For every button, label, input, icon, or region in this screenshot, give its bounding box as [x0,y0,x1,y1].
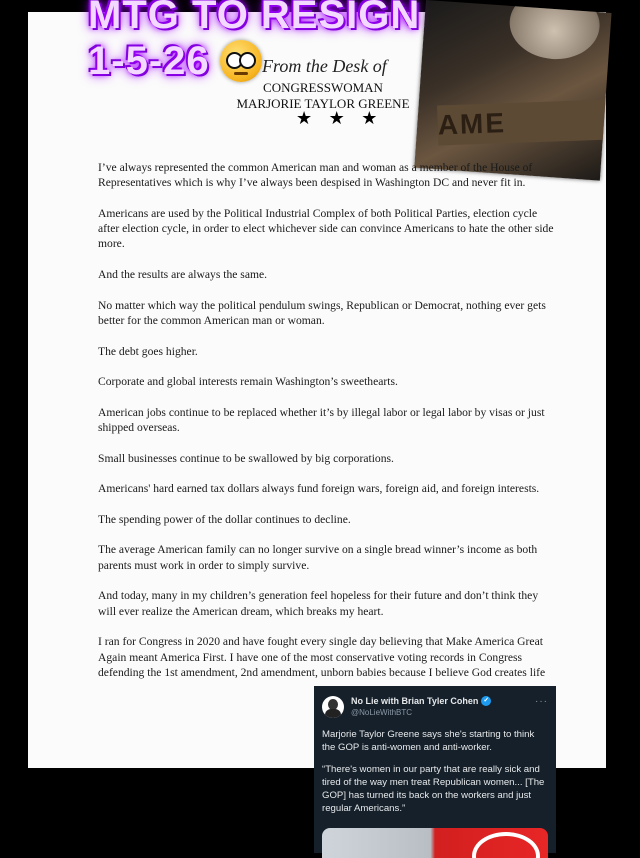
shirt-text: AME [437,99,611,145]
letter-paragraph: The spending power of the dollar continues to decline. [98,512,351,526]
letterhead-title: CONGRESSWOMAN [263,80,383,95]
letter-paragraph: Americans' hard earned tax dollars always fund foreign wars, foreign aid, and foreign interests. [98,482,540,496]
tweet-paragraph: Marjorie Taylor Greene says she's starting to think the GOP is anti-women and anti-worker. [322,729,535,753]
letterhead-from: From the Desk of [262,56,387,76]
letter-body [98,160,554,695]
tweet-card[interactable] [314,686,556,853]
letter-paragraph: Americans are used by the Political Industrial Complex of both Political Parties, election cycle after election cycle, in order to elect whichever side can convince Americans to hate the other side more. [98,206,554,251]
letter-paragraph: Corporate and global interests remain Washington’s sweethearts. [98,375,398,389]
headline-line1: MTG TO RESIGN [88,0,421,37]
letter-paragraph: And today, many in my children’s generation feel hopeless for their future and don’t think they will ever realize the American dream, which breaks my heart. [98,589,539,618]
more-options-icon[interactable]: ··· [535,696,548,707]
letterhead-name: MARJORIE TAYLOR GREENE [236,96,410,111]
disguise-face-emoji-icon [220,40,262,82]
avatar[interactable] [322,696,344,718]
headline-line2: 1-5-26 [88,39,210,83]
tweet-author-name[interactable]: No Lie with Brian Tyler Cohen [351,696,479,706]
tweet-quote: “There's women in our party that are really sick and tired of the way men treat Republican women... [The GOP] has turned its back on the workers and just regular Americans.” [322,764,545,814]
letter-paragraph: Small businesses continue to be swallowed by big corporations. [98,451,394,465]
letter-paragraph: No matter which way the political pendulum swings, Republican or Democrat, nothing ever gets better for the common American man or woman. [98,298,546,327]
speaker-photo [414,0,611,181]
face-image [507,0,602,62]
letter-paragraph: I’ve always represented the common American man and woman as a member of the House of Representatives which is why I’ve always been despised in Washington DC and never fit in. [98,161,533,190]
tweet-media-thumbnail[interactable] [322,828,548,858]
letter-paragraph: And the results are always the same. [98,268,268,282]
letterhead-stars: ★ ★ ★ [296,108,384,128]
letter-paragraph: The debt goes higher. [98,344,198,358]
verified-badge-icon: ✓ [481,696,491,706]
tweet-text [322,728,550,824]
tweet-author-handle[interactable]: @NoLieWithBTC [351,708,413,717]
letter-paragraph: The average American family can no longer survive on a single bread winner’s income as both parents must work in order to simply survive. [98,543,538,572]
letter-paragraph: I ran for Congress in 2020 and have fought every single day believing that Make America Great Again meant America First. I have one of the most conservative voting records in Congress defending the 1st amendment, 2nd amendment, unborn babies because I believe God creates life [98,635,546,679]
letter-paragraph: American jobs continue to be replaced whether it’s by illegal labor or legal labor by visas or just shipped overseas. [98,405,545,435]
